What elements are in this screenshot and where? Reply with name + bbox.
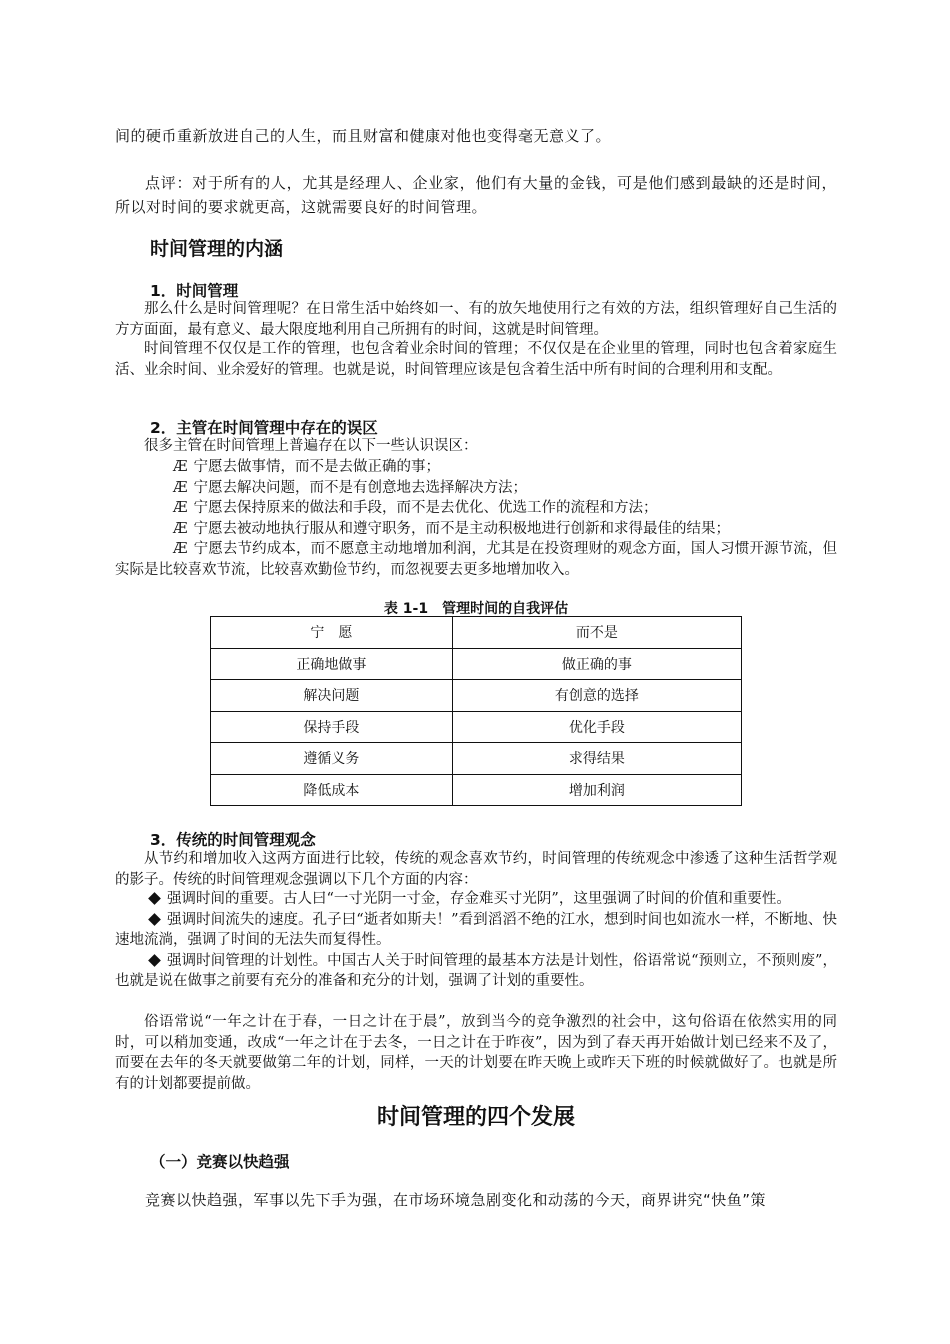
- misconceptions-list: [115, 457, 837, 580]
- comment-paragraph: 点评：对于所有的人，尤其是经理人、企业家，他们有大量的金钱，可是他们感到最缺的还是时间，所以对时间的要求就更高，这就需要良好的时间管理。: [115, 174, 837, 216]
- table-cell: 优化手段: [452, 711, 741, 743]
- diamond-bullet-icon: [148, 954, 161, 967]
- list-item: 强调时间管理的计划性。中国古人关于时间管理的最基本方法是计划性，俗语常说“预则立，不预则废”，也就是说在做事之前要有充分的准备和充分的计划，强调了计划的重要性。: [115, 952, 837, 989]
- section-title-four-developments: 时间管理的四个发展: [376, 1105, 575, 1130]
- traditional-list: [115, 889, 837, 992]
- table-cell: 遵循义务: [211, 743, 453, 775]
- bullet-symbol: Æ: [173, 500, 188, 516]
- table-cell: 正确地做事: [211, 648, 453, 680]
- list-item: 强调时间流失的速度。孔子曰“逝者如斯夫！”看到滔滔不绝的江水，想到时间也如流水一样，不断地、快速地流淌，强调了时间的无法失而复得性。: [115, 911, 837, 948]
- table-row: [211, 711, 742, 743]
- list-item: Æ 宁愿去节约成本，而不愿意主动地增加利润，尤其是在投资理财的观念方面，国人习惯开源节流，但实际是比较喜欢节流，比较喜欢勤俭节约，而忽视要去更多地增加收入。: [115, 541, 837, 578]
- table-row: [211, 648, 742, 680]
- table-caption: 表 1-1 管理时间的自我评估: [383, 601, 569, 617]
- subsection-title-traditional: 3．传统的时间管理观念: [150, 831, 316, 849]
- table-header-row: [211, 617, 742, 649]
- speed-paragraph: 竞赛以快趋强，军事以先下手为强，在市场环境急剧变化和动荡的今天，商界讲究“快鱼”策: [145, 1191, 767, 1209]
- traditional-closing: 俗语常说“一年之计在于春，一日之计在于晨”，放到当今的竞争激烈的社会中，这句俗语在依然实用的同时，可以稍加变通，改成“一年之计在于去冬，一日之计在于昨夜”，因为到了春天再开始做计划已经来不及了，而要在去年的冬天就要做第二年的计划，同样，一天的计划要在昨天晚上或昨天下班的时候就做好了。也就是所有的计划都要提前做。: [115, 1014, 837, 1092]
- bullet-symbol: Æ: [173, 459, 188, 475]
- table-row: [211, 774, 742, 806]
- subsection-title-misconceptions: 2．主管在时间管理中存在的误区: [150, 419, 378, 437]
- bullet-symbol: Æ: [173, 479, 188, 496]
- paragraph-scope: 时间管理不仅仅是工作的管理，也包含着业余时间的管理；不仅仅是在企业里的管理，同时也包含着家庭生活、业余时间、业余爱好的管理。也就是说，时间管理应该是包含着生活中所有时间的合理利用和支配。: [115, 341, 837, 378]
- table-cell: 增加利润: [452, 774, 741, 806]
- bullet-symbol: Æ: [173, 541, 188, 557]
- table-cell: 解决问题: [211, 680, 453, 712]
- table-header-cell: 宁 愿: [211, 617, 453, 649]
- table-row: [211, 743, 742, 775]
- table-cell: 求得结果: [452, 743, 741, 775]
- list-item: Æ 宁愿去被动地执行服从和遵守职务，而不是主动积极地进行创新和求得最佳的结果；: [115, 519, 837, 540]
- traditional-intro: 从节约和增加收入这两方面进行比较，传统的观念喜欢节约，时间管理的传统观念中渗透了这种生活哲学观的影子。传统的时间管理观念强调以下几个方面的内容：: [115, 851, 837, 888]
- list-item: Æ 宁愿去保持原来的做法和手段，而不是去优化、优选工作的流程和方法；: [115, 498, 837, 519]
- table-cell: 做正确的事: [452, 648, 741, 680]
- bullet-symbol: Æ: [173, 520, 188, 537]
- table-cell: 降低成本: [211, 774, 453, 806]
- list-item: 强调时间的重要。古人曰“一寸光阴一寸金，存金难买寸光阴”，这里强调了时间的价值和重要性。: [115, 889, 837, 910]
- paragraph-definition: 那么什么是时间管理呢？在日常生活中始终如一、有的放矢地使用行之有效的方法，组织管理好自己生活的方方面面，最有意义、最大限度地利用自己所拥有的时间，这就是时间管理。: [115, 301, 837, 338]
- diamond-bullet-icon: [148, 892, 161, 905]
- diamond-bullet-icon: [148, 913, 161, 926]
- list-item: Æ 宁愿去解决问题，而不是有创意地去选择解决方法；: [115, 478, 837, 499]
- list-item: Æ 宁愿去做事情，而不是去做正确的事；: [115, 457, 837, 478]
- intro-line: 间的硬币重新放进自己的人生，而且财富和健康对他也变得毫无意义了。: [115, 127, 612, 145]
- self-assessment-table: [210, 616, 742, 806]
- subsection-title-time-management: 1．时间管理: [150, 282, 239, 300]
- section-title-connotation: 时间管理的内涵: [150, 238, 284, 260]
- subsection-title-speed: （一）竞赛以快趋强: [150, 1153, 290, 1171]
- misconceptions-intro: 很多主管在时间管理上普遍存在以下一些认识误区：: [144, 438, 478, 454]
- table-cell: 保持手段: [211, 711, 453, 743]
- table-row: [211, 680, 742, 712]
- table-cell: 有创意的选择: [452, 680, 741, 712]
- table-header-cell: 而不是: [452, 617, 741, 649]
